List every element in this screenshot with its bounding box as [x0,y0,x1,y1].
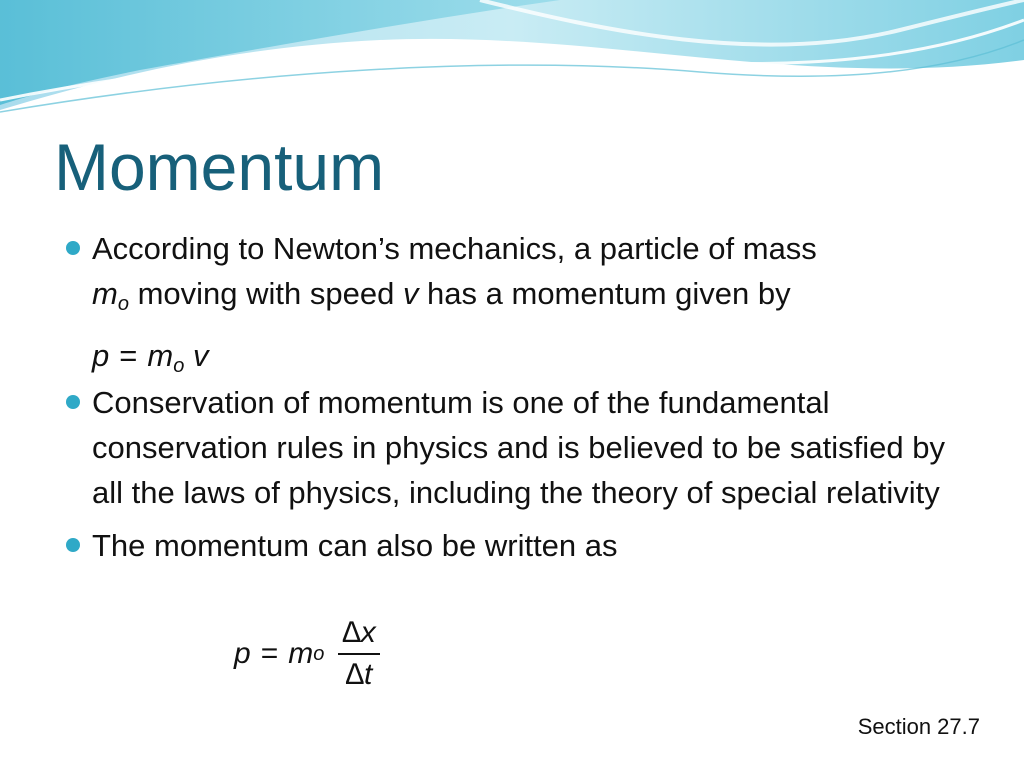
mass-subscript: o [117,293,129,315]
eq-m-subscript: o [313,643,325,665]
eq-p: p [92,338,110,373]
equation-momentum [62,333,982,378]
bullet-newton [62,226,982,327]
eq-m: m [288,637,314,670]
eq-m-subscript: o [173,355,185,377]
bullet-text: moving with speed [128,276,403,311]
bullet-text: Conservation of momentum is one of the fundamental conservation rules in physics and is believed to be satisfied by all the laws of physics, including the theory of special relativity [92,385,945,510]
bullet-dot-icon [66,538,80,552]
bullet-text: The momentum can also be written as [92,528,618,563]
eq-numerator: ∆x [338,615,379,655]
mass-symbol: m [92,276,118,311]
bullet-dot-icon [66,241,80,255]
eq-p: p [234,637,251,670]
eq-fraction [338,615,379,693]
bullet-text: According to Newton’s mechanics, a particle of mass [92,231,817,266]
bullet-dot-icon [66,395,80,409]
eq-m: m [147,338,174,373]
eq-equals: = [119,338,138,373]
decorative-wave-header [0,0,1024,120]
eq-equals: = [260,637,279,670]
equation-momentum-ratio [234,614,380,694]
slide-title: Momentum [54,130,385,204]
eq-v: v [192,338,209,373]
bullet-written-as [62,523,982,568]
speed-symbol: v [402,276,419,311]
bullet-text: has a momentum given by [418,276,791,311]
section-label: Section 27.7 [857,714,980,739]
eq-denominator: ∆t [345,658,373,691]
slide-content [62,226,982,568]
bullet-conservation [62,380,982,515]
